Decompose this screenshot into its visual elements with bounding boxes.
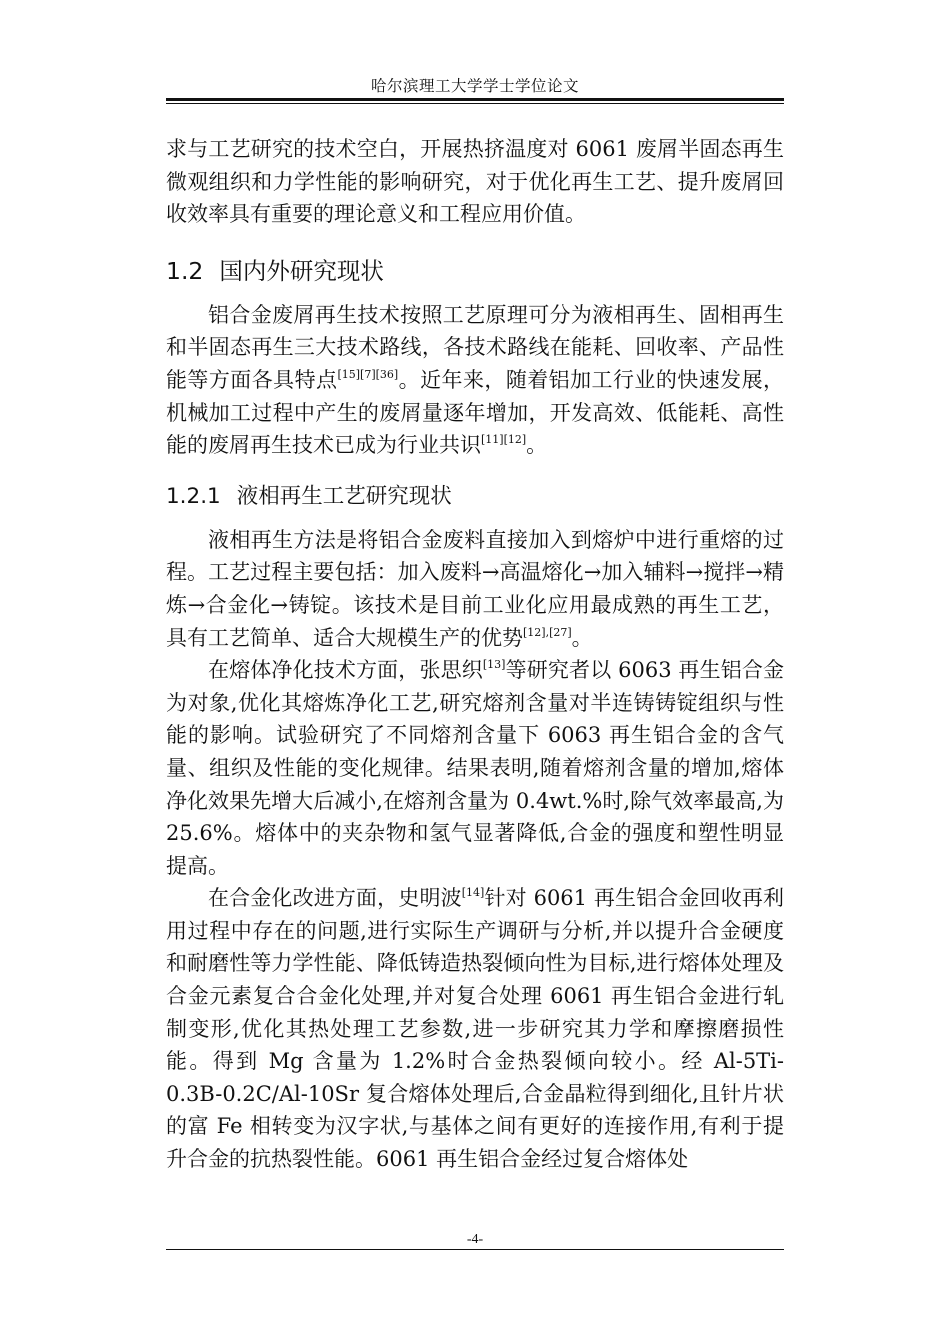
paragraph-continued: 求与工艺研究的技术空白，开展热挤温度对 6061 废屑半固态再生微观组织和力学性能的影响研究，对于优化再生工艺、提升废屑回收效率具有重要的理论意义和工程应用价值。 <box>166 137 784 227</box>
subsection-heading <box>166 480 784 514</box>
footer-rule <box>166 1249 784 1250</box>
subsection-number: 1.2.1 <box>166 483 221 509</box>
subsection-title: 液相再生工艺研究现状 <box>236 483 452 509</box>
paragraph-melt-purification: 在熔体净化技术方面，张思织[13]等研究者以 6063 再生铝合金为对象,优化其熔炼净化工艺,研究熔剂含量对半连铸铸锭组织与性能的影响。试验研究了不同熔剂含量下 6063 再生铝合金的含气量、组织及性能的变化规律。结果表明,随着熔剂含量的增加,熔体净化效果先增大后减小,在熔剂含量为 0.4wt.%时,除气效率最高,为 25.6%。熔体中的夹杂物和氢气显著降低,合金的强度和塑性明显提高。 <box>166 658 785 878</box>
section-number: 1.2 <box>166 256 204 285</box>
citation: [12],[27] <box>523 625 572 639</box>
section-title: 国内外研究现状 <box>219 256 384 285</box>
page-body <box>166 133 784 1176</box>
paragraph-overview: 铝合金废屑再生技术按照工艺原理可分为液相再生、固相再生和半固态再生三大技术路线，各技术路线在能耗、回收率、产品性能等方面各具特点[15][7][36]。近年来，随着铝加工行业的快速发展，机械加工过程中产生的废屑量逐年增加，开发高效、低能耗、高性能的废屑再生技术已成为行业共识[11][12]。 <box>166 302 785 458</box>
section-heading <box>166 253 784 289</box>
citation: [11][12] <box>481 433 527 447</box>
citation: [13] <box>482 658 506 672</box>
paragraph-liquid-recycling: 液相再生方法是将铝合金废料直接加入到熔炉中进行重熔的过程。工艺过程主要包括：加入废料→高温熔化→加入辅料→搅拌→精炼→合金化→铸锭。该技术是目前工业化应用最成熟的再生工艺，具有工艺简单、适合大规模生产的优势[12],[27]。 <box>166 527 784 650</box>
header-rule-thin <box>166 103 784 104</box>
header-rule-thick <box>166 98 784 101</box>
citation: [14] <box>461 886 485 900</box>
running-header: 哈尔滨理工大学学士学位论文 <box>370 77 579 95</box>
page-number: -4- <box>466 1232 484 1247</box>
paragraph-alloying: 在合金化改进方面，史明波[14]针对 6061 再生铝合金回收再利用过程中存在的问题,进行实际生产调研与分析,并以提升合金硬度和耐磨性等力学性能、降低铸造热裂倾向性为目标,进行熔体处理及合金元素复合合金化处理,并对复合处理 6061 再生铝合金进行轧制变形,优化其热处理工艺参数,进一步研究其力学和摩擦磨损性能。得到 Mg 含量为 1.2%时合金热裂倾向较小。经 Al-5Ti-0.3B-0.2C/Al-10Sr 复合熔体处理后,合金晶粒得到细化,且针片状的富 Fe 相转变为汉字状,与基体之间有更好的连接作用,有利于提升合金的抗热裂性能。6061 再生铝合金经过复合熔体处 <box>166 886 784 1172</box>
citation: [15][7][36] <box>337 367 399 381</box>
